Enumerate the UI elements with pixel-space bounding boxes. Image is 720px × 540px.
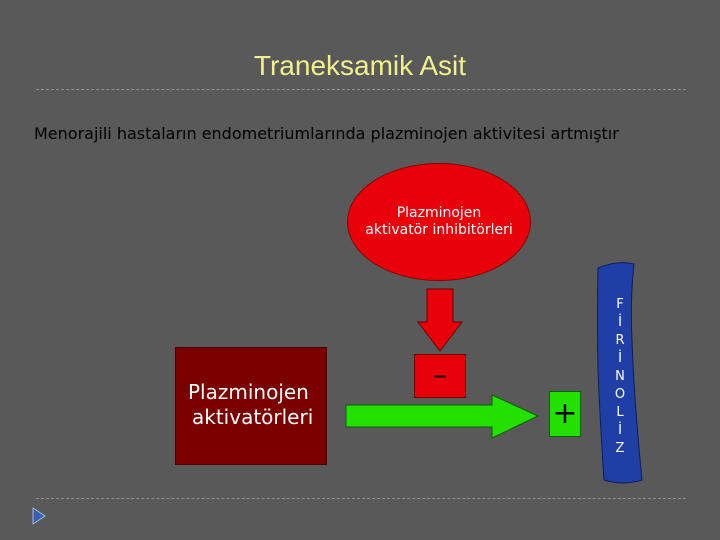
slide-subtitle: Menorajili hastaların endometriumlarında plazminojen aktivitesi artmıştır [34, 124, 619, 143]
fibrinolysis-letter: L [616, 405, 624, 420]
fibrinolysis-letter: İ [618, 315, 622, 330]
fibrinolysis-letter: İ [618, 351, 622, 366]
plus-box: + [549, 391, 581, 437]
inhibitors-oval [347, 163, 531, 281]
activation-arrow [346, 395, 538, 438]
inhibitors-label [365, 205, 512, 239]
footer-divider [36, 498, 686, 499]
activators-label-line2: aktivatörleri [192, 405, 314, 429]
play-triangle-icon[interactable] [32, 507, 46, 525]
inhibition-arrow [418, 289, 462, 351]
fibrinolysis-letter: O [614, 387, 626, 402]
fibrinolysis-letter: Z [615, 441, 625, 456]
fibrinolysis-letter: N [615, 369, 625, 384]
inhibitors-label-line1: Plazminojen [396, 205, 482, 221]
activators-label-line1: Plazminojen [188, 380, 309, 404]
fibrinolysis-letter: İ [618, 423, 622, 438]
minus-box: – [414, 354, 466, 398]
activators-box [175, 347, 327, 465]
slide-title: Traneksamik Asit [253, 50, 467, 81]
inhibitors-label-line2: aktivatör inhibitörleri [365, 222, 513, 238]
fibrinolysis-letter: R [615, 333, 625, 348]
fibrinolysis-label [600, 296, 640, 458]
fibrinolysis-letter: F [616, 297, 624, 312]
